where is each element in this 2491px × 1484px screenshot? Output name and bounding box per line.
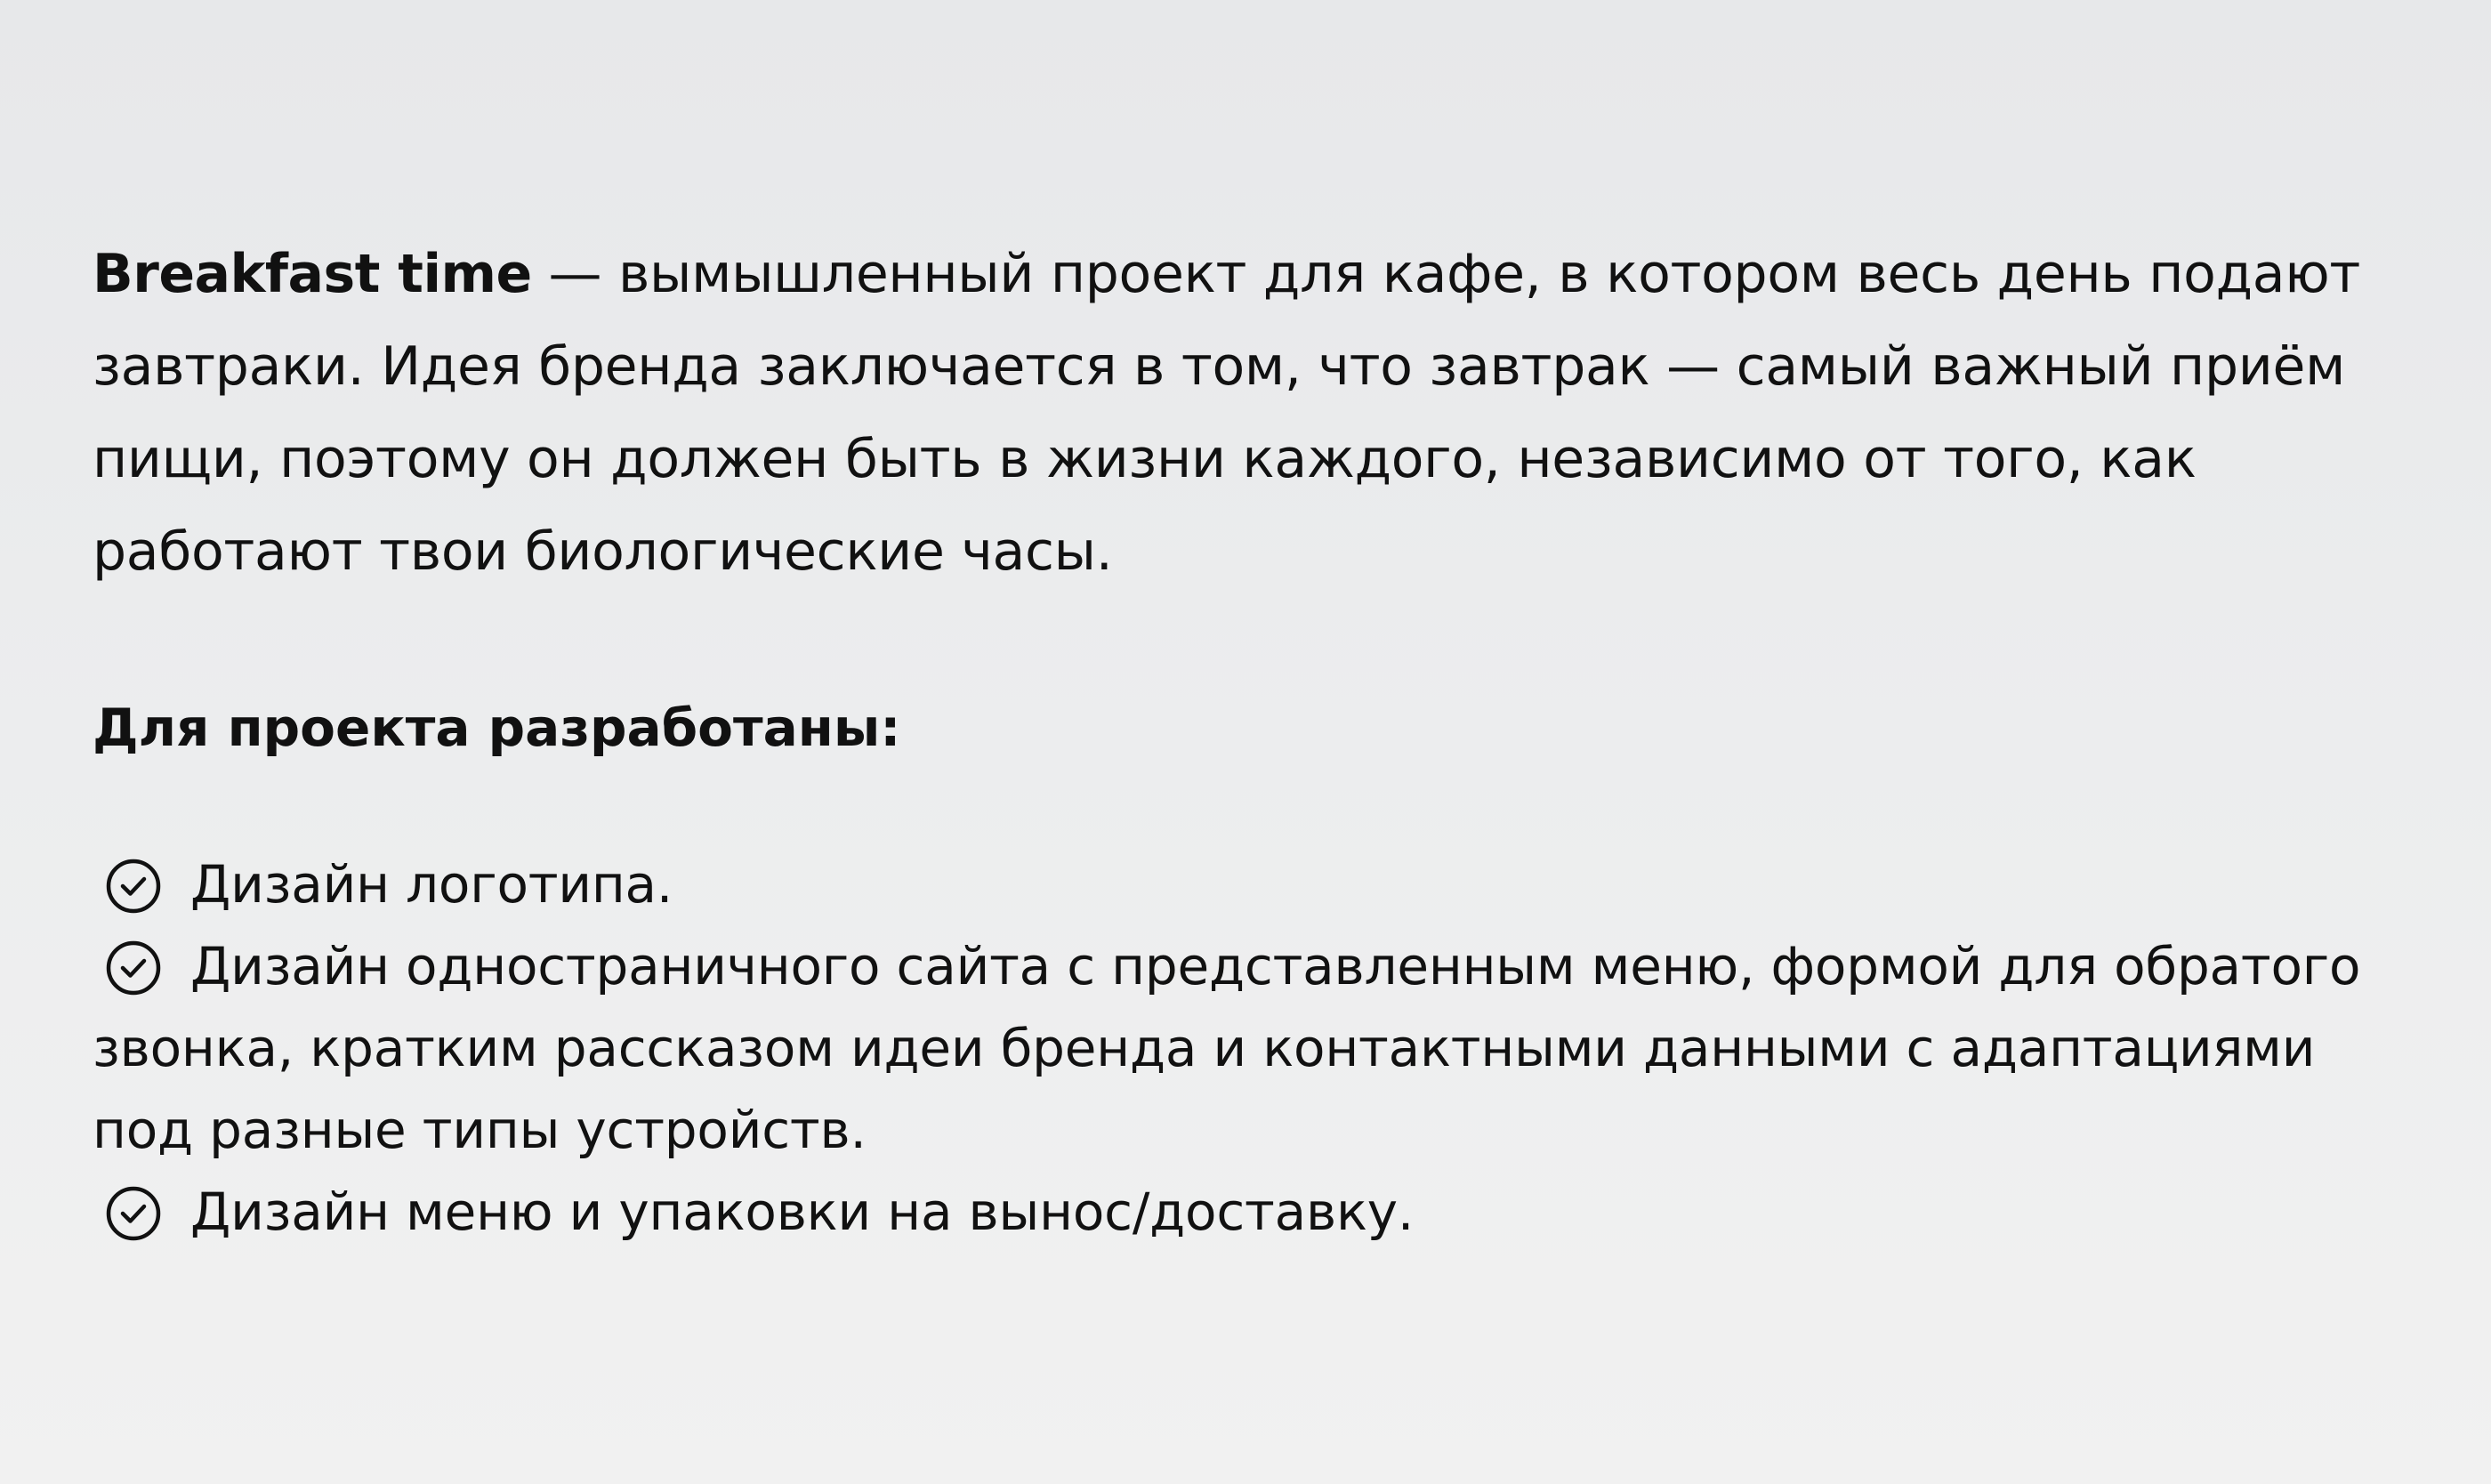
list-item	[93, 925, 2423, 1171]
list-item-text: Дизайн одностраничного сайта с представленным меню, формой для обратого звонка, кратким рассказом идеи бренда и контактными данными с адаптациями под разные типы устройств.	[93, 936, 2361, 1160]
list-item-text: Дизайн меню и упаковки на вынос/доставку.	[190, 1182, 1415, 1242]
check-circle-icon	[105, 1185, 162, 1242]
check-circle-icon	[105, 858, 162, 915]
deliverables-list	[93, 843, 2423, 1253]
intro-paragraph	[93, 228, 2423, 598]
intro-text: — вымышленный проект для кафе, в котором весь день подают завтраки. Идея бренда заключается в том, что завтрак — самый важный приём пищи, поэтому он должен быть в жизни каждого, независимо от того, как работают твои биологические часы.	[93, 243, 2361, 583]
project-description	[93, 0, 2423, 1484]
brand-name: Breakfast time	[93, 243, 532, 305]
list-item	[93, 1171, 2423, 1253]
list-item-text: Дизайн логотипа.	[190, 854, 673, 915]
check-circle-icon	[105, 940, 162, 996]
list-item	[93, 843, 2423, 925]
section-title: Для проекта разработаны:	[93, 698, 901, 758]
